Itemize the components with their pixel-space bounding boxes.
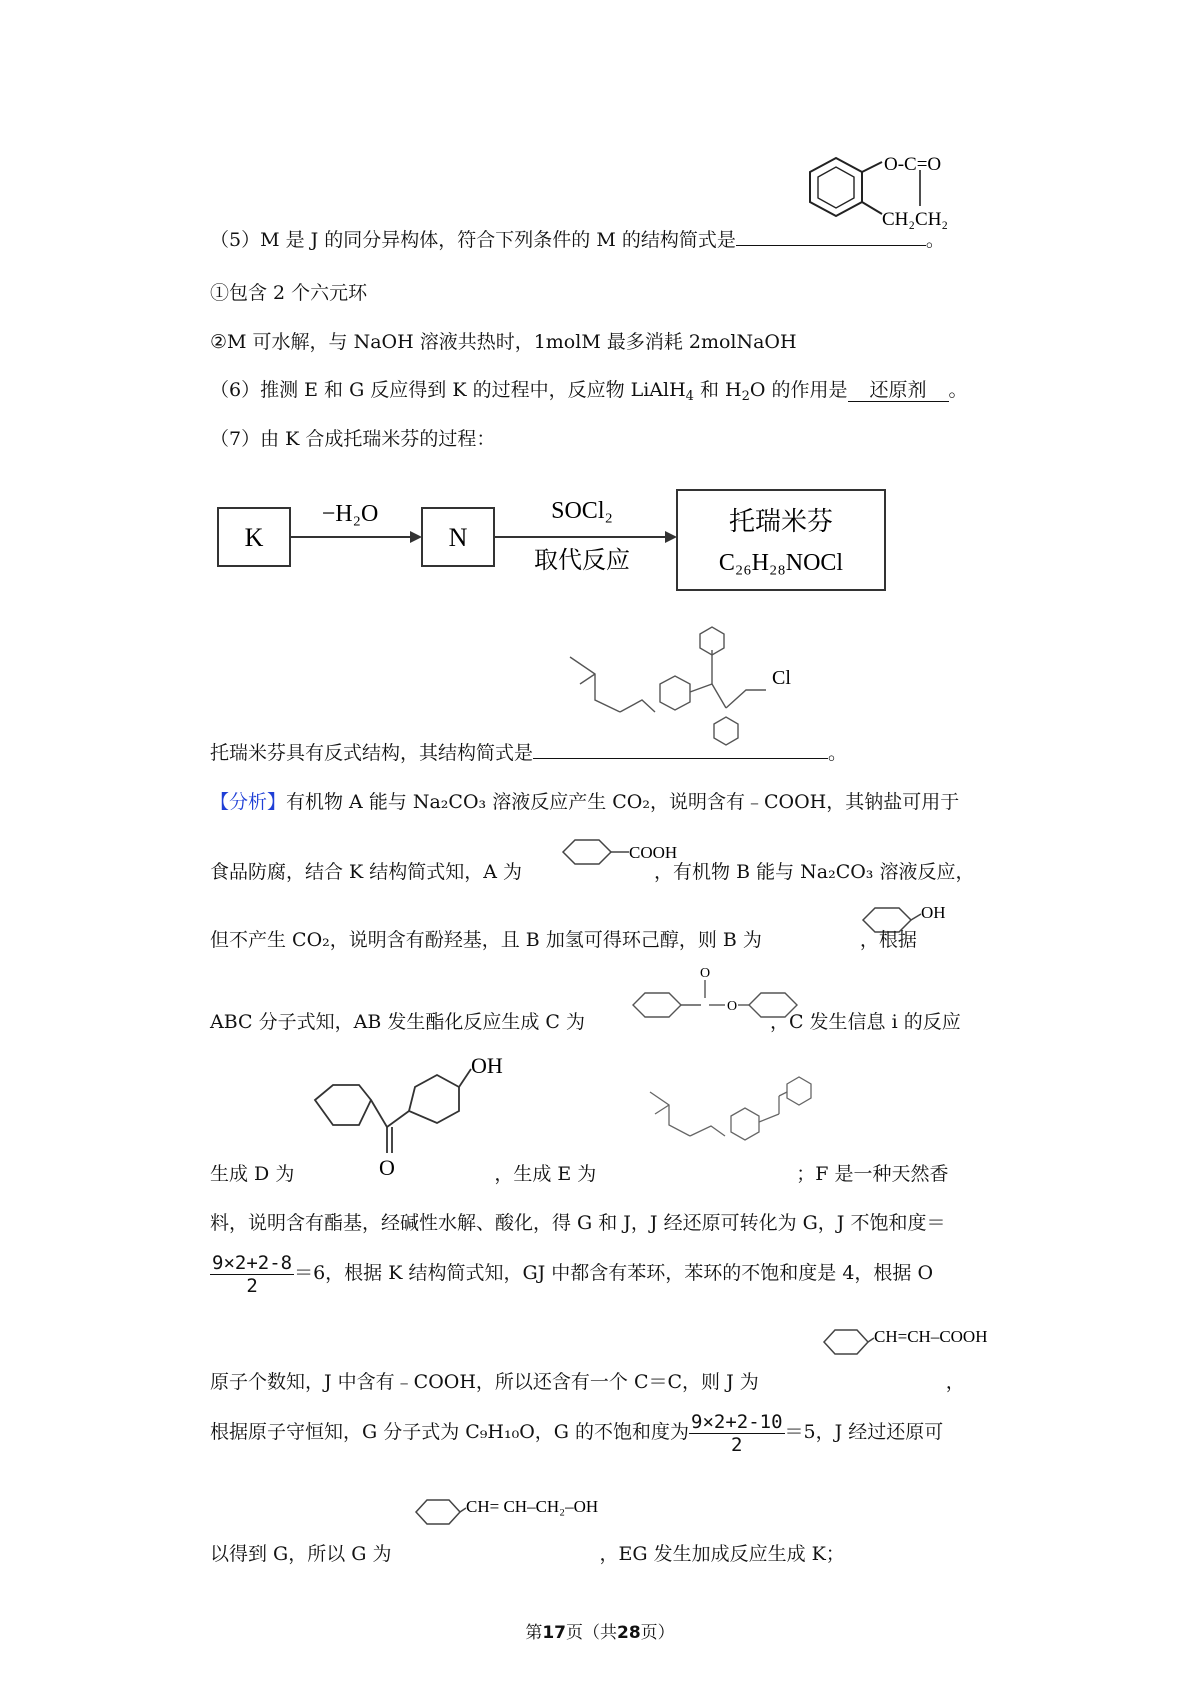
analysis-line-6: 料，说明含有酯基，经碱性水解、酸化，得 G 和 J，J 经还原可转化为 G，J 不饱和度＝ (210, 1212, 946, 1234)
ketone-o-label: O (379, 1155, 395, 1180)
cinnamyl-alcohol-structure (410, 1488, 620, 1538)
lactone-label: O-C=O (884, 154, 942, 175)
q6-line: （6）推测 E 和 G 反应得到 K 的过程中，反应物 LiAlH$_4$ 和 $H_2O$ 的作用是 还原剂 。 (210, 379, 968, 404)
flow-k: K (244, 523, 264, 552)
g-chain-label: CH= CH–CH₂–OH (466, 1497, 599, 1516)
analysis-line-10: 以得到 G，所以 G 为 ，EG 发生加成反应生成 K； (210, 1543, 845, 1565)
analysis-line-8: 原子个数知，J 中含有﹣COOH，所以还含有一个 C＝C，则 J 为 ， (210, 1371, 965, 1393)
condition-2: ②M 可水解，与 NaOH 溶液共热时，1molM 最多消耗 2molNaOH (210, 331, 797, 353)
ester-o-label: O (727, 999, 738, 1014)
cl-label: Cl (772, 667, 791, 689)
oh-label-b: OH (921, 903, 946, 922)
unsaturation-fraction-1: $\frac{9\times 2+2-8}{2}$ (212, 1251, 293, 1297)
flow-n: N (448, 523, 468, 552)
carbonyl-o-label: O (700, 966, 711, 981)
answer-blank-5 (736, 227, 926, 246)
answer-blank-toremifene (533, 740, 828, 759)
cinnamic-acid-structure (818, 1318, 1008, 1368)
unsaturation-fraction-2: $\frac{9\times 2+2-10}{2}$ (691, 1410, 783, 1456)
q7-line: （7）由 K 合成托瑞米芬的过程： (210, 428, 496, 450)
analysis-line-2: 食品防腐，结合 K 结构简式知，A 为 ，有机物 B 能与 Na₂CO₃ 溶液反应， (210, 861, 975, 883)
oh-label-d: OH (471, 1053, 503, 1078)
analysis-line-7: $\frac{9\times 2+2-8}{2}$ ＝6，根据 K 结构简式知，GJ 中都含有苯环，苯环的不饱和度是 4，根据 O (212, 1251, 934, 1297)
analysis-line-3: 但不产生 CO₂，说明含有酚羟基，且 B 加氢可得环己醇，则 B 为 ，根据 (210, 929, 917, 951)
page-total: 28 (617, 1623, 641, 1643)
analysis-line-9: 根据原子守恒知，G 分子式为 C₉H₁₀O，G 的不饱和度为 $\frac{9\times 2+2-10}{2}$ ＝5，J 经过还原可 (210, 1410, 944, 1456)
flow-arrow2-top: SOCl₂ (551, 498, 613, 524)
ch2ch2-label: CH₂CH₂ (882, 209, 949, 230)
flow-product-formula: C₂₆H₂₈NOCl (718, 550, 844, 576)
analysis-tag: 【分析】 (210, 791, 287, 813)
page-footer: 第17页（共28页） (525, 1623, 675, 1643)
flow-product-name: 托瑞米芬 (728, 507, 834, 536)
analysis-line-4: ABC 分子式知，AB 发生酯化反应生成 C 为 ，C 发生信息 i 的反应 (210, 1011, 961, 1033)
flow-arrow2-bottom: 取代反应 (534, 548, 630, 574)
flow-arrow1-label: −H₂O (321, 501, 379, 527)
analysis-line-1: 【分析】有机物 A 能与 Na₂CO₃ 溶液反应产生 CO₂，说明含有﹣COOH，其钠盐可用于 (210, 791, 960, 813)
toremifene-line: 托瑞米芬具有反式结构，其结构简式是 。 (210, 742, 848, 764)
analysis-line-5: 生成 D 为 ，生成 E 为 ；F 是一种天然香 (210, 1163, 949, 1185)
j-chain-label: CH=CH–COOH (874, 1327, 988, 1346)
cooh-label: COOH (629, 843, 678, 862)
synthesis-flow-diagram (210, 478, 910, 608)
condition-1: ①包含 2 个六元环 (210, 282, 368, 304)
answer-q6: 还原剂 (848, 379, 949, 402)
page-number: 17 (542, 1623, 566, 1643)
q5-line: （5）M 是 J 的同分异构体，符合下列条件的 M 的结构简式是 。 (210, 229, 945, 251)
